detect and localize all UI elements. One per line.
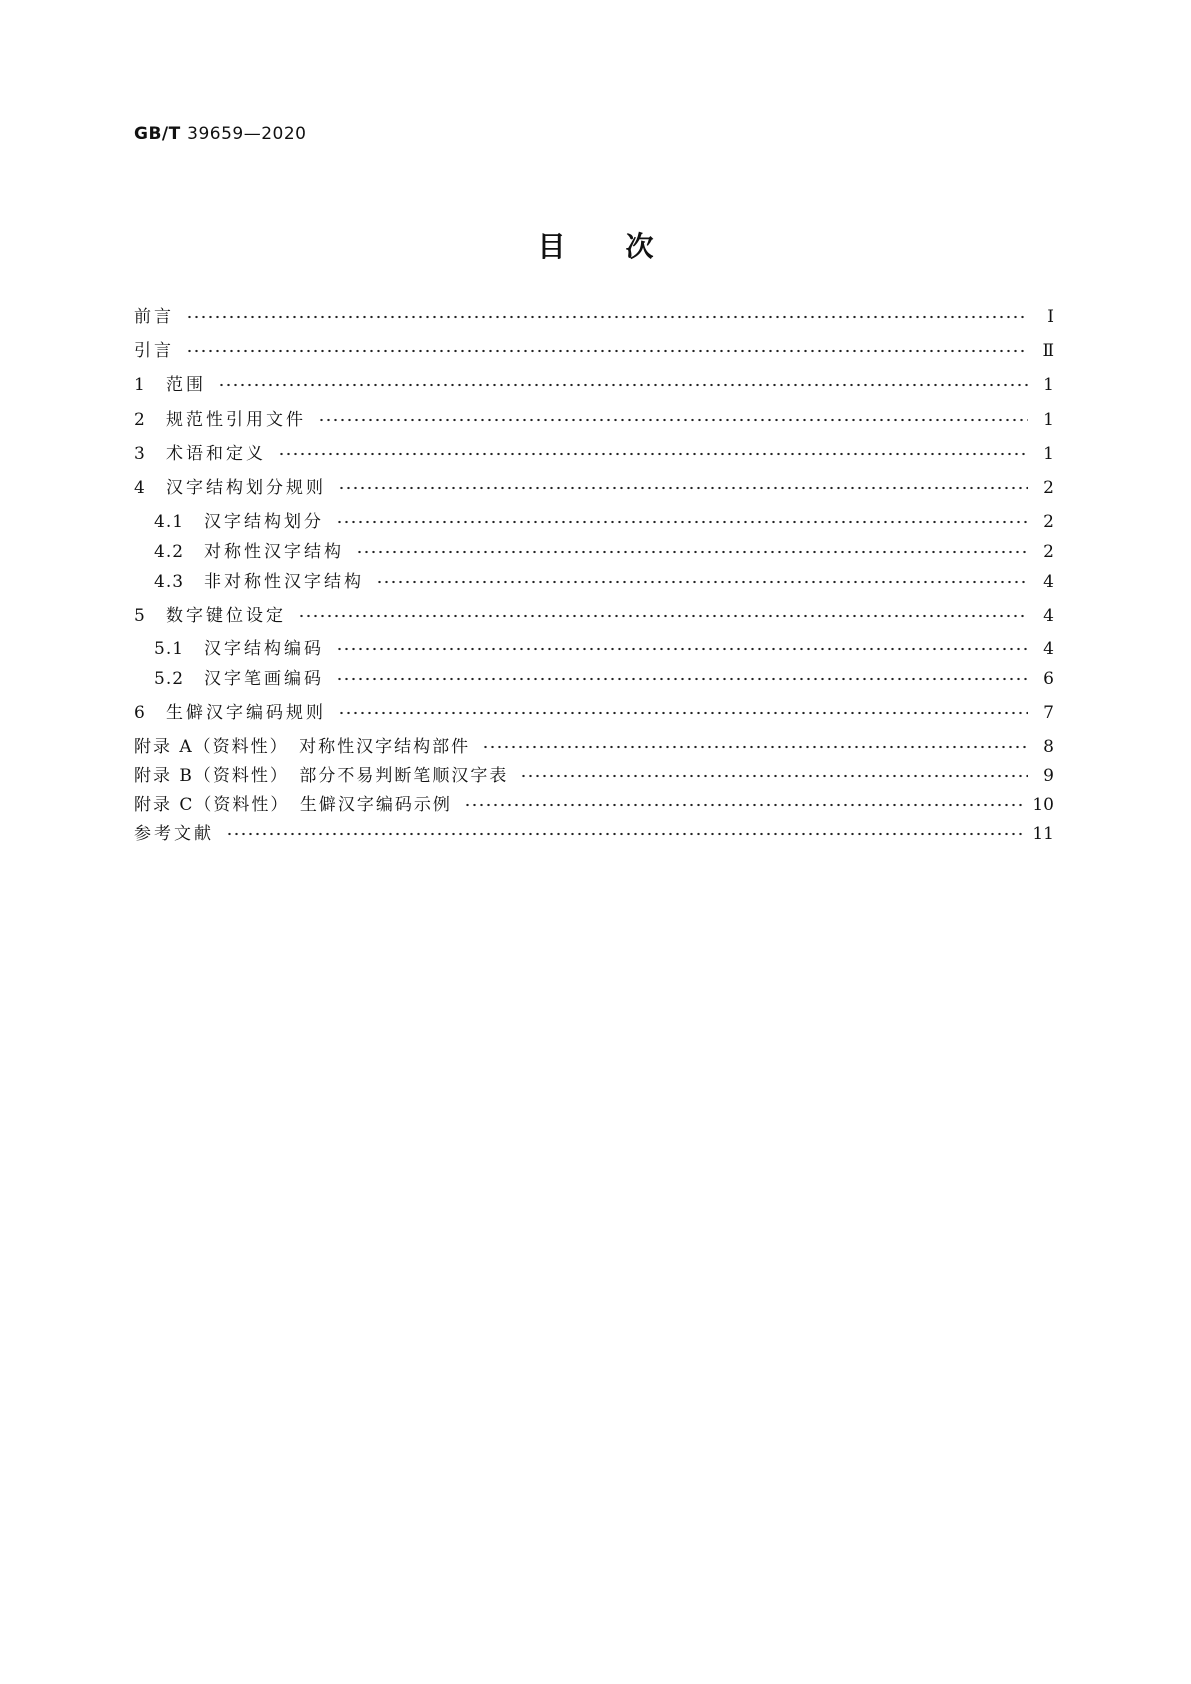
toc-entry-number: 2 xyxy=(134,410,146,430)
toc-entry-label: 范围 xyxy=(166,375,206,395)
document-code xyxy=(134,124,306,144)
toc-entry-bibliography[interactable] xyxy=(134,822,1054,846)
toc-leader-dots xyxy=(356,550,1028,554)
toc-entry-number: 4.3 xyxy=(154,572,185,592)
toc-entry-5-1[interactable] xyxy=(154,637,1054,661)
toc-leader-dots xyxy=(336,520,1028,524)
toc-leader-dots xyxy=(318,418,1028,422)
standard-number: 39659—2020 xyxy=(187,124,307,144)
toc-entry-page: 1 xyxy=(1043,410,1054,430)
toc-leader-dots xyxy=(464,803,1024,807)
toc-leader-dots xyxy=(338,486,1028,490)
toc-entry-page: 1 xyxy=(1043,444,1054,464)
toc-entry-label: 汉字结构编码 xyxy=(204,639,324,659)
toc-entry-number: 6 xyxy=(134,703,146,723)
toc-entry-foreword[interactable] xyxy=(134,305,1054,329)
toc-entry-label: 前言 xyxy=(134,307,174,327)
toc-entry-4[interactable] xyxy=(134,476,1054,500)
toc-entry-label: 附录 A（资料性） 对称性汉字结构部件 xyxy=(134,737,471,757)
toc-entry-label: 附录 B（资料性） 部分不易判断笔顺汉字表 xyxy=(134,766,509,786)
toc-leader-dots xyxy=(336,677,1028,681)
toc-entry-number: 4 xyxy=(134,478,146,498)
toc-entry-label: 非对称性汉字结构 xyxy=(204,572,364,592)
toc-entry-number: 5 xyxy=(134,606,146,626)
toc-entry-label: 生僻汉字编码规则 xyxy=(166,703,326,723)
toc-entry-page: 4 xyxy=(1043,639,1054,659)
toc-entry-label: 参考文献 xyxy=(134,824,214,844)
toc-leader-dots xyxy=(520,774,1028,778)
toc-entry-page: Ⅱ xyxy=(1042,341,1054,361)
toc-entry-page: 4 xyxy=(1043,606,1054,626)
toc-leader-dots xyxy=(376,580,1028,584)
toc-leader-dots xyxy=(482,745,1028,749)
toc-entry-number: 5.1 xyxy=(154,639,185,659)
toc-entry-page: 11 xyxy=(1032,824,1054,844)
toc-entry-2[interactable] xyxy=(134,408,1054,432)
toc-entry-appendix-a[interactable] xyxy=(134,735,1054,759)
toc-entry-page: Ⅰ xyxy=(1047,307,1054,327)
toc-leader-dots xyxy=(218,383,1028,387)
toc-entry-number: 3 xyxy=(134,444,146,464)
toc-entry-page: 10 xyxy=(1032,795,1054,815)
toc-entry-page: 7 xyxy=(1043,703,1054,723)
toc-entry-appendix-c[interactable] xyxy=(134,793,1054,817)
toc-leader-dots xyxy=(226,832,1024,836)
toc-entry-page: 2 xyxy=(1043,478,1054,498)
toc-entry-page: 2 xyxy=(1043,542,1054,562)
standard-prefix: GB/T xyxy=(134,124,181,144)
toc-entry-number: 4.2 xyxy=(154,542,185,562)
toc-entry-number: 4.1 xyxy=(154,512,185,532)
toc-entry-label: 对称性汉字结构 xyxy=(204,542,344,562)
toc-title: 目次 xyxy=(537,230,714,263)
toc-entry-page: 8 xyxy=(1043,737,1054,757)
toc-entry-label: 引言 xyxy=(134,341,174,361)
toc-entry-5[interactable] xyxy=(134,604,1054,628)
toc-leader-dots xyxy=(186,349,1028,353)
toc-entry-label: 规范性引用文件 xyxy=(166,410,306,430)
toc-entry-number: 5.2 xyxy=(154,669,185,689)
toc-entry-page: 1 xyxy=(1043,375,1054,395)
toc-entry-introduction[interactable] xyxy=(134,339,1054,363)
toc-entry-1[interactable] xyxy=(134,373,1054,397)
toc-entry-label: 数字键位设定 xyxy=(166,606,286,626)
toc-entry-3[interactable] xyxy=(134,442,1054,466)
toc-entry-label: 汉字笔画编码 xyxy=(204,669,324,689)
toc-entry-page: 4 xyxy=(1043,572,1054,592)
toc-entry-page: 2 xyxy=(1043,512,1054,532)
toc-leader-dots xyxy=(186,315,1028,319)
toc-leader-dots xyxy=(336,647,1028,651)
toc-entry-label: 汉字结构划分规则 xyxy=(166,478,326,498)
toc-entry-6[interactable] xyxy=(134,701,1054,725)
toc-entry-4-2[interactable] xyxy=(154,540,1054,564)
toc-entry-label: 汉字结构划分 xyxy=(204,512,324,532)
toc-entry-label: 附录 C（资料性） 生僻汉字编码示例 xyxy=(134,795,452,815)
toc-leader-dots xyxy=(298,614,1028,618)
toc-entry-number: 1 xyxy=(134,375,146,395)
toc-entry-page: 9 xyxy=(1043,766,1054,786)
toc-entry-appendix-b[interactable] xyxy=(134,764,1054,788)
toc-entry-4-1[interactable] xyxy=(154,510,1054,534)
toc-entry-label: 术语和定义 xyxy=(166,444,266,464)
toc-entry-page: 6 xyxy=(1043,669,1054,689)
toc-entry-5-2[interactable] xyxy=(154,667,1054,691)
toc-leader-dots xyxy=(338,711,1028,715)
toc-entry-4-3[interactable] xyxy=(154,570,1054,594)
toc-leader-dots xyxy=(278,452,1028,456)
